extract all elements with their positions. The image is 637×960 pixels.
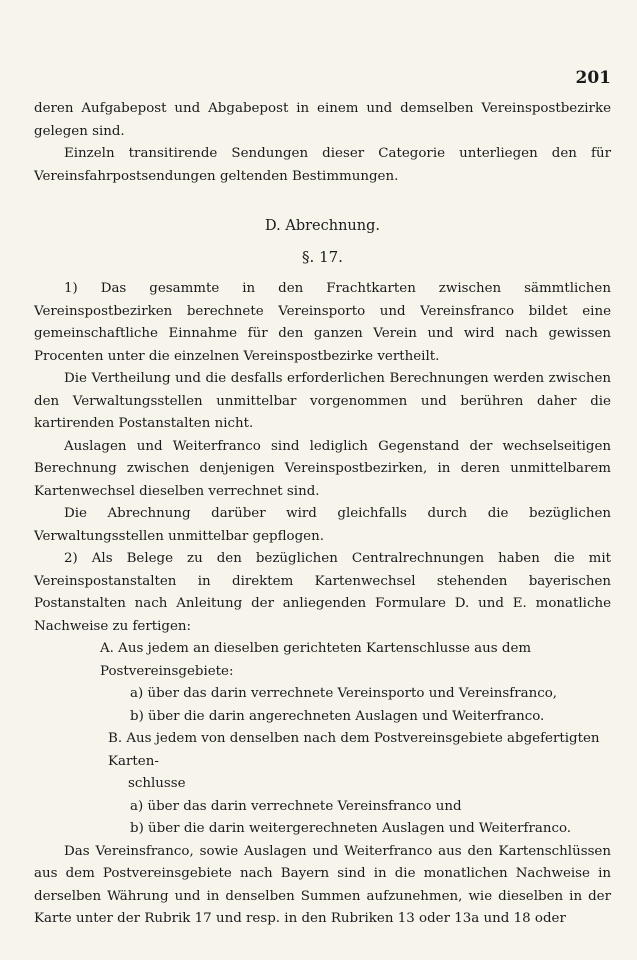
list-item-A-b: b) über die darin angerechneten Auslagen und Weiterfranco. (130, 708, 545, 724)
list-item-B-b: b) über die darin weitergerechneten Auslagen und Weiterfranco. (130, 821, 572, 836)
paragraph-1: 1) Das gesammte in den Frachtkarten zwischen sämmtlichen Vereinspostbezirken berechnete Vereinsporto und Vereinsfranco bildet eine gemeinschaftliche Einnahme für den ganzen Verein und wird nach gewissen Procenten unter die einzelnen Vereinspostbezirke vertheilt. (34, 281, 611, 364)
list-item-B-line2: schlusse (128, 776, 186, 791)
list-item-B (108, 728, 611, 796)
paragraph-2: 2) Als Belege zu den bezüglichen Centralrechnungen haben die mit Vereinspostanstalten in direktem Kartenwechsel stehenden bayerischen Postanstalten nach Anleitung der anliegenden Formulare D. und E. monatliche Nachweise zu fertigen: (34, 551, 611, 634)
list-item-A-a: a) über das darin verrechnete Vereinsporto und Vereinsfranco, (130, 686, 558, 701)
paragraph-vereinsfranco: Das Vereinsfranco, sowie Auslagen und Weiterfranco aus den Kartenschlüssen aus dem Postvereinsgebiete nach Bayern sind in die monatlichen Nachweise in derselben Währung und in denselben Summen aufzunehmen, wie dieselben in der Karte unter der Rubrik 17 und resp. in den Rubriken 13 oder 13a und 18 oder (34, 843, 611, 926)
paragraph-auslagen: Auslagen und Weiterfranco sind lediglich Gegenstand der wechselseitigen Berechnung zwischen denjenigen Vereinspostbezirken, in deren unmittelbarem Kartenwechsel dieselben verrechnet sind. (34, 438, 611, 499)
paragraph-heading: §. 17. (302, 248, 343, 266)
paragraph-transit: Einzeln transitirende Sendungen dieser Categorie unterliegen den für Vereinsfahrpostsendungen geltenden Bestimmungen. (34, 146, 611, 184)
paragraph-continuation: deren Aufgabepost und Abgabepost in einem und demselben Vereinspostbezirke gelegen sind. (34, 101, 611, 139)
list-item-B-a: a) über das darin verrechnete Vereinsfranco und (130, 798, 462, 814)
paragraph-abrechnung: Die Abrechnung darüber wird gleichfalls durch die bezüglichen Verwaltungsstellen unmittelbar gepflogen. (34, 506, 611, 544)
list-item-A: A. Aus jedem an dieselben gerichteten Kartenschlusse aus dem Postvereinsgebiete: (100, 641, 532, 679)
page-number: 201 (575, 68, 611, 88)
paragraph-vertheilung: Die Vertheilung und die desfalls erforderlichen Berechnungen werden zwischen den Verwaltungsstellen unmittelbar vorgenommen und berühren daher die kartirenden Postanstalten nicht. (34, 371, 611, 431)
section-heading: D. Abrechnung. (265, 218, 380, 234)
list-item-B-line1: B. Aus jedem von denselben nach dem Postvereinsgebiete abgefertigten Karten- (108, 731, 600, 769)
